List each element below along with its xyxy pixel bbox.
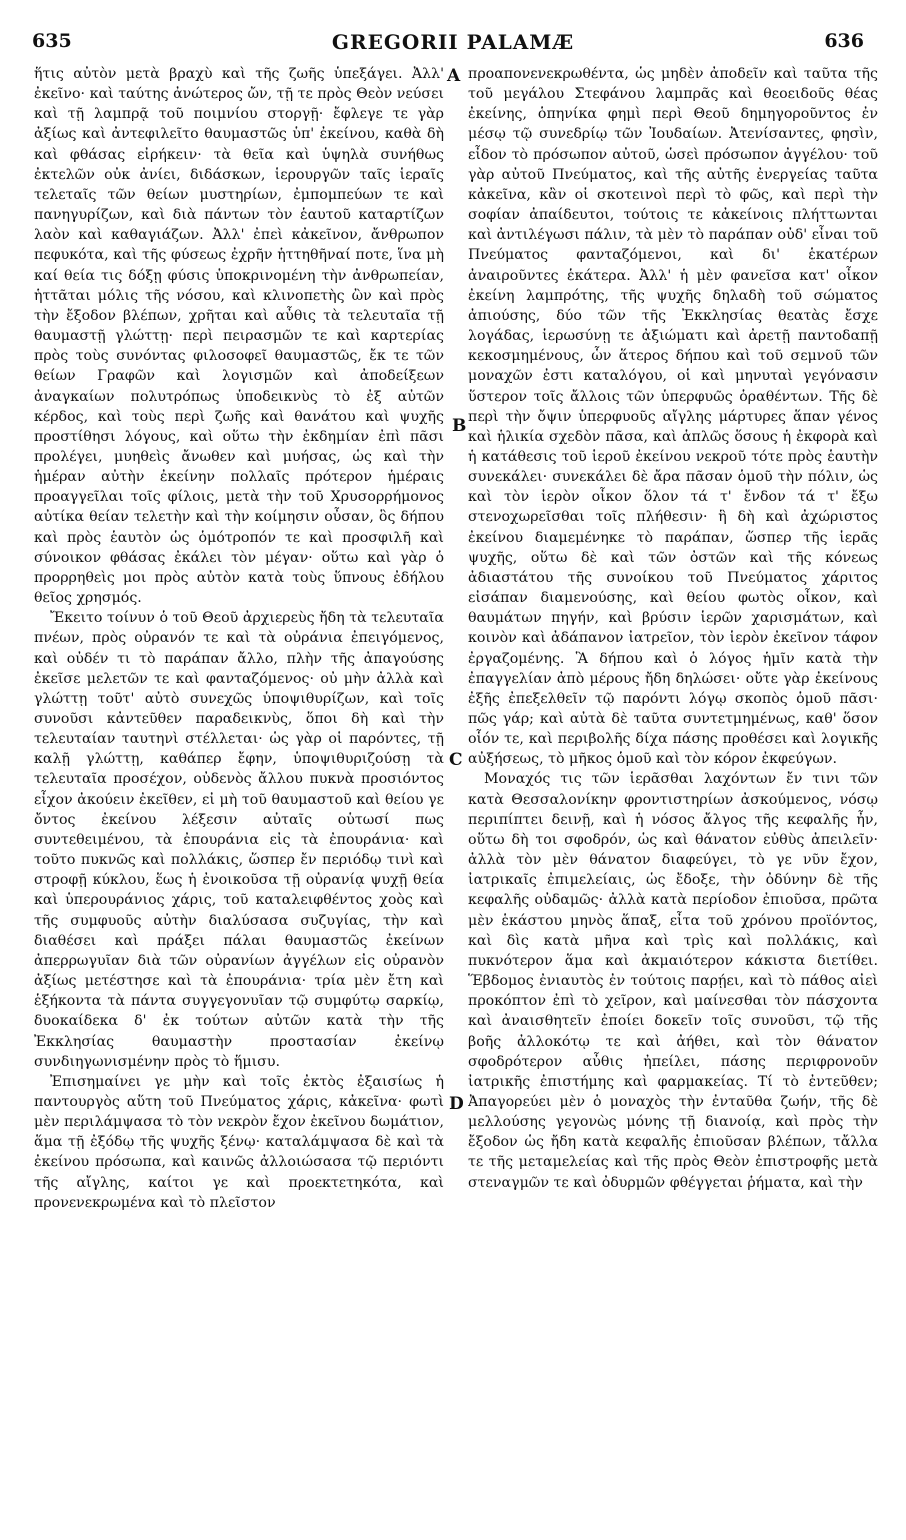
- right-paragraph-2: Μοναχός τις τῶν ἱερᾶσθαι λαχόντων ἔν τινι τῶν κατὰ Θεσσαλονίκην φροντιστηρίων ἀσκούμενος, νόσῳ περιπίπτει δεινῇ, καὶ ἡ νόσος ἄλγος τῆς κεφαλῆς ἦν, οὕτω δὴ τοι σφοδρόν, ὡς καὶ θάνατον εὐθὺς ἀπειλεῖν· ἀλλὰ τὸν μὲν θάνατον διαφεύγει, τὸ γε νῦν ἔχον, ἰατρικαῖς ἐπιμελείαις, ὡς ἔδοξε, τὴν ὀδύνην δὲ τῆς κεφαλῆς οὐδαμῶς· ἀλλὰ κατὰ περίοδον ἐπιοῦσα, πρῶτα μὲν ἑκάστου μηνὸς ἅπαξ, εἶτα τοῦ χρόνου προϊόντος, καὶ δὶς κατὰ μῆνα καὶ τρὶς καὶ πολλάκις, καὶ πυκνότερον ἅμα καὶ ἀκμαιότερον κάκιστα διετίθει. Ἕβδομος ἐνιαυτὸς ἐν τούτοις παρῄει, καὶ τὸ πάθος αἰεὶ προκόπτον ἐπὶ τὸ χεῖρον, καὶ μαίνεσθαι τὸν πάσχοντα καὶ ἀναισθητεῖν ἐποίει δοκεῖν τοῖς συνοῦσι, τῷ τῆς βοῆς ἀλλοκότῳ τε καὶ ἀήθει, καὶ τὸν θάνατον σφοδρότερον αὖθις ἠπείλει, πάσης περιφρονοῦν ἰατρικῆς ἐπιστήμης καὶ φαρμακείας. Τί τὸ ἐντεῦθεν; Ἀπαγορεύει μὲν ὁ μοναχὸς τὴν ἐνταῦθα ζωήν, τῆς δὲ μελλούσης γεγονὼς μόνης τῇ διανοίᾳ, καὶ πρὸς τὴν ἔξοδον ὡς ἤδη κατὰ κεφαλῆς ἐπιοῦσαν βλέπων, τἄλλα τε τῆς μεταμελείας καὶ τῆς πρὸς Θεὸν ἐπιστροφῆς μετὰ στεναγμῶν τε καὶ ὀδυρμῶν φθέγγεται ῥήματα, καὶ τὴν: [468, 771, 878, 1191]
- margin-marker-d: D: [449, 1094, 464, 1114]
- left-paragraph-2: Ἔκειτο τοίνυν ὁ τοῦ Θεοῦ ἀρχιερεὺς ἤδη τὰ τελευταῖα πνέων, πρὸς οὐρανόν τε καὶ τὰ οὐράνια ἐπειγόμενος, καὶ οὐδέν τι τὸ παράπαν ἄλλο, πλὴν τῆς ἀπαγούσης ἐκεῖσε μελετῶν τε καὶ φανταζόμενος· οὐ μὴν ἀλλὰ καὶ γλώττῃ τοῦτ' αὐτὸ συνεχῶς ὑποψιθυρίζων, καὶ τοῖς συνοῦσι κἀντεῦθεν παραδεικνὺς, ὅποι δὴ καὶ τὴν τελευταίαν ταυτηνὶ στέλλεται· ὡς γὰρ οἱ παρόντες, τῇ καλῇ γλώττῃ, καθάπερ ἔφην, ὑποψιθυριζούσῃ τὰ τελευταῖα προσέχον, οὐδενὸς ἄλλου πυκνὰ προσιόντος εἶχον ἀκούειν ἐκεῖθεν, εἰ μὴ τοῦ θαυμαστοῦ καὶ θείου γε ὄντος ἐκείνου λέξεσιν αὐταῖς οὑτωσί πως συντεθειμένου, τὰ ἐπουράνια εἰς τὰ ἐπουράνια· καὶ τοῦτο πυκνῶς καὶ πολλάκις, ὥσπερ ἔν περιόδῳ τινὶ καὶ στροφῇ κύκλου, ἕως ἡ ἐνοικοῦσα τῇ οὐρανίᾳ ψυχῇ θεία καὶ ὑπερουράνιος χάρις, τοῦ καταλειφθέντος χοὸς καὶ τῆς συμφυοῦς αὐτὴν διαλύσασα συζυγίας, τὴν καὶ διαθέσει καὶ πράξει πάλαι θαυμαστῶς ἐκείνων ἀπερρωγυῖαν διὰ τῶν οὐρανίων ἀγγέλων εἰς οὐρανὸν ἀξίως μετέστησε καὶ τὰ ἐπουράνια· τρία μὲν ἔτη καὶ ἑξήκοντα τὰ πάντα συγγεγονυῖαν τῷ συμφύτῳ σαρκίῳ, δυοκαίδεκα δ' ἐκ τούτων αὐτῶν κατὰ τὴν τῆς Ἐκκλησίας θαυμαστὴν προστασίαν ἐκείνῳ συνδιηγωνισμένην πρὸς τὸ ἥμισυ.: [34, 610, 444, 1070]
- left-paragraph-3: Ἐπισημαίνει γε μὴν καὶ τοῖς ἐκτὸς ἐξαισίως ἡ παντουργὸς αὕτη τοῦ Πνεύματος χάρις, κἀκεῖνα· φωτὶ μὲν περιλάμψασα τὸ τὸν νεκρὸν ἔχον ἐκεῖνου δωμάτιον, ἅμα τῇ ἐξόδῳ τῆς ψυχῆς ξένῳ· καταλάμψασα δὲ καὶ τὰ ἐκείνου πρόσωπα, καὶ καινῶς ἀλλοιώσασα τῷ περιόντι τῆς αἴγλης, καίτοι γε καὶ προεκτετηκότα, καὶ προνενεκρωμένα καὶ τὸ πλεῖστον: [34, 1073, 444, 1211]
- left-column: [34, 64, 444, 1534]
- page-number-right: 636: [824, 30, 864, 52]
- right-column: [468, 64, 878, 1534]
- margin-marker-c: C: [449, 750, 463, 770]
- left-paragraph-1: ἥτις αὐτὸν μετὰ βραχὺ καὶ τῆς ζωῆς ὑπεξάγει. Ἀλλ' ἐκεῖνο· καὶ ταύτης ἀνώτερος ὤν, τῇ τε πρὸς Θεὸν νεύσει καὶ τῇ λαμπρᾷ τοῦ ποιμνίου στοργῇ· ἔφλεγε τε γὰρ ἀξίως καὶ ἀντεφιλεῖτο θαυμαστῶς ὑπ' ἐκείνου, καθὰ δὴ καὶ φθάσας εἰρήκειν· τὰ θεῖα καὶ ὑψηλὰ συνήθως ἐκτελῶν οὐκ ἀνίει, διδάσκων, ἱερουργῶν ταῖς ἱεραῖς τελεταῖς τῶν θείων μυστηρίων, ἐμπομπεύων τε καὶ πανηγυρίζων, καὶ διὰ πάντων τὸν ἑαυτοῦ καταρτίζων λαὸν καὶ καθαγιάζων. Ἀλλ' ἐπεὶ κἀκεῖνον, ἄνθρωπον πεφυκότα, καὶ τῆς φύσεως ἐχρῆν ἡττηθῆναί ποτε, ἵνα μὴ καί θεία τις δόξῃ φύσις ὑποκρινομένη τὴν ἀνθρωπείαν, ἡττᾶται μόλις τῆς νόσου, καὶ κλινοπετὴς ὢν καὶ πρὸς τὴν ἔξοδον βλέπων, χρῆται καὶ αὖθις τὰ τελευταῖα τῇ θαυμαστῇ γλώττῃ· περὶ πειρασμῶν τε καὶ καρτερίας πρὸς τοὺς συνόντας φιλοσοφεῖ θαυμαστῶς, ἔκ τε τῶν θείων Γραφῶν καὶ λογισμῶν καὶ ἀποδείξεων ἀναγκαίων πολυτρόπως ὑποδεικνὺς τὸ ἐξ αὐτῶν κέρδος, καὶ τοὺς περὶ ζωῆς καὶ θανάτου καὶ ψυχῆς προστίθησι λόγους, καὶ οὕτω τὴν ἐκδημίαν ἐπὶ πᾶσι προλέγει, μυηθεὶς ἄνωθεν καὶ μυήσας, ὡς καὶ τὴν ἡμέραν αὐτὴν ἐκείνην πολλαῖς πρότερον ἡμέραις προαγγεῖλαι τοῖς φίλοις, μετὰ τὴν τοῦ Χρυσορρήμονος αὐτίκα θείαν τελετὴν καὶ τὴν κοίμησιν οὖσαν, ὃς δήπου καὶ πρὸς ἑαυτὸν ὡς ὁμότροπόν τε καὶ προσφιλῆ καὶ σύνοικον φθάσας ἐκάλει τὸν μέγαν· οὕτω καὶ γὰρ ὁ προρρηθεὶς μοι πρὸς αὐτὸν κατὰ τοὺς ὕπνους ἐδήλου θεῖος χρησμός.: [34, 66, 444, 607]
- margin-marker-b: B: [452, 416, 467, 436]
- running-title: GREGORII PALAMÆ: [331, 30, 575, 54]
- margin-marker-a: A: [447, 66, 461, 86]
- page-header: [0, 30, 906, 60]
- right-paragraph-1: προαπονενεκρωθέντα, ὡς μηδὲν ἀποδεῖν καὶ ταῦτα τῆς τοῦ μεγάλου Στεφάνου λαμπρᾶς καὶ θεοειδοῦς θέας ἐκείνης, ὁπηνίκα φημὶ περὶ Θεοῦ δημηγοροῦντος ἐν μέσῳ τῷ συνεδρίῳ τῶν Ἰουδαίων. Ἀτενίσαντες, φησὶν, εἶδον τὸ πρόσωπον αὐτοῦ, ὡσεὶ πρόσωπον ἀγγέλου· τοῦ γὰρ αὐτοῦ Πνεύματος, καὶ τῆς αὐτῆς ἐνεργείας ταῦτα κἀκεῖνα, κἂν οἱ σκοτεινοὶ περὶ τὸ φῶς, καὶ περὶ τὴν σοφίαν ἀπαίδευτοι, τούτοις τε κἀκείνοις πλήττωνται καὶ ἀντιλέγωσι πάλιν, τὰ μὲν τὸ παράπαν οὐδ' εἶναι τοῦ Πνεύματος φανταζόμενοι, καὶ δι' ἑκατέρων ἀναιροῦντες ἑκάτερα. Ἀλλ' ἡ μὲν φανεῖσα κατ' οἶκον ἐκείνη λαμπρότης, τῆς ψυχῆς δηλαδὴ τοῦ σώματος ἀπιούσης, δύο τῶν τῆς Ἐκκλησίας θεατὰς ἔσχε λογάδας, ἱερωσύνῃ τε ἀξιώματι καὶ ἀρετῇ παντοδαπῇ κεκοσμημένους, ὧν ἅτερος δήπου καὶ τοῦ σεμνοῦ τῶν μοναχῶν ἐστι καταλόγου, οἱ καὶ μηνυταὶ γεγόνασιν ὕστερον τοῖς ἄλλοις τῶν ὑπερφυῶς ὁραθέντων. Τῆς δὲ περὶ τὴν ὄψιν ὑπερφυοῦς αἴγλης μάρτυρες ἅπαν γένος καὶ ἡλικία σχεδὸν πᾶσα, καὶ ἁπλῶς ὅσους ἡ ἐκφορὰ καὶ ἡ κατάθεσις τοῦ ἱεροῦ ἐκείνου νεκροῦ τότε πρὸς ἑαυτὴν συνεκάλει· συνεκάλει δὲ ἄρα πᾶσαν ὁμοῦ τὴν πόλιν, ὡς καὶ τὸν ἱερὸν οἶκον ὅλον τά τ' ἔνδον τά τ' ἔξω στενοχωρεῖσθαι τοῖς πλήθεσιν· ἣ δὴ καὶ ἀχώριστος ἐκείνου διαμεμένηκε τὸ παράπαν, ὥσπερ τῆς ἱερᾶς ψυχῆς, οὕτω δὲ καὶ τῶν ὀστῶν καὶ τῆς κόνεως ἀδιαστάτου τῆς συνοίκου τοῦ Πνεύματος χάριτος εἰσάπαν διαμενούσης, καὶ θείου φωτὸς οἶκον, καὶ θαυμάτων πηγήν, καὶ βρύσιν ἱερῶν χαρισμάτων, καὶ κοινὸν καὶ ἀδάπανον ἰατρεῖον, τὸν ἱερὸν ἐκεῖνον τάφον ἐργαζομένης. Ἃ δήπου καὶ ὁ λόγος ἡμῖν κατὰ τὴν ἐπαγγελίαν ἀπὸ μέρους ἤδη δηλώσει· οὔτε γὰρ ἐκείνους ἐξῆς ἐπεξελθεῖν τῷ παρόντι λόγῳ σκοπὸς ὁμοῦ πᾶσι· πῶς γάρ; καὶ αὐτὰ δὲ ταῦτα συντετμημένως, καθ' ὅσον οἷόν τε, καὶ περιβολῆς δίχα πάσης προθέσει καὶ λογικῆς αὐξήσεως, τὸ μῆκος ὁμοῦ καὶ τὸν κόρον ἐκφεύγων.: [468, 66, 878, 768]
- page-number-left: 635: [32, 30, 72, 52]
